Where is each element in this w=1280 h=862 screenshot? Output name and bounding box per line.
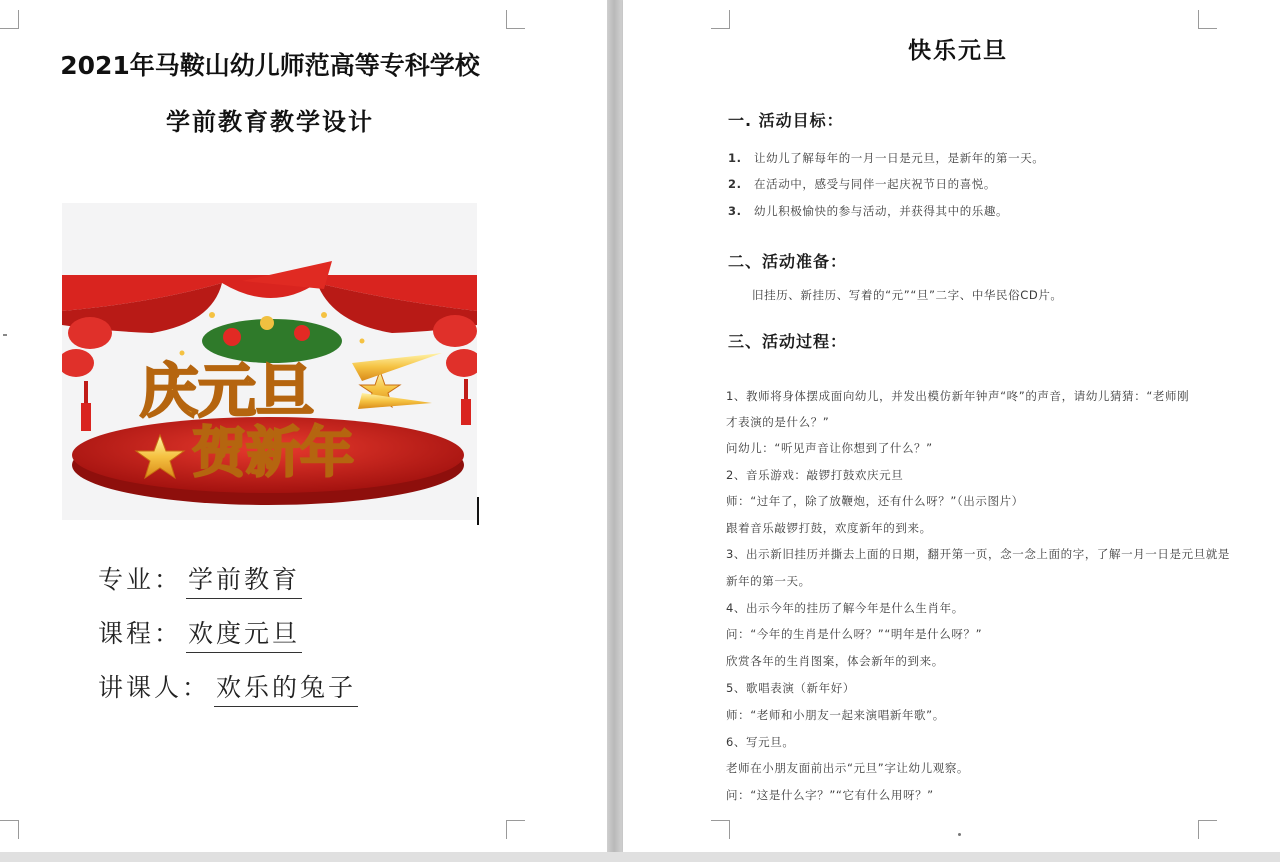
section-heading-goals: 一. 活动目标： <box>728 111 844 130</box>
list-item: 问：“今年的生肖是什么呀？”“明年是什么呀？” <box>726 627 983 641</box>
info-label: 讲课人： <box>98 673 211 702</box>
info-value: 欢乐的兔子 <box>214 668 358 707</box>
new-year-banner-image <box>62 203 477 520</box>
crop-mark <box>0 10 19 29</box>
crop-mark <box>506 820 525 839</box>
list-item: 欣赏各年的生肖图案，体会新年的到来。 <box>726 654 944 668</box>
list-item: 3. 幼儿积极愉快的参与活动，并获得其中的乐趣。 <box>728 204 1009 218</box>
info-row-course <box>98 614 302 653</box>
crop-mark <box>1198 10 1217 29</box>
document-page-right <box>623 0 1280 852</box>
list-item: 1. 让幼儿了解每年的一月一日是元旦，是新年的第一天。 <box>728 151 1045 165</box>
list-item: 2. 在活动中，感受与同伴一起庆祝节日的喜悦。 <box>728 177 996 191</box>
list-item: 1、教师将身体摆成面向幼儿，并发出模仿新年钟声“咚”的声音，请幼儿猜猜：“老师刚 <box>726 389 1190 403</box>
banner-line2: 贺新年 <box>192 421 354 484</box>
list-item: 新年的第一天。 <box>726 574 811 588</box>
list-item: 问：“这是什么字？”“它有什么用呀？” <box>726 788 934 802</box>
list-item: 跟着音乐敲锣打鼓，欢度新年的到来。 <box>726 521 932 535</box>
list-item: 问幼儿：“听见声音让你想到了什么？” <box>726 441 933 455</box>
list-item: 师：“老师和小朋友一起来演唱新年歌”。 <box>726 708 945 722</box>
banner-illustration <box>62 203 477 520</box>
info-label: 专业： <box>98 565 183 594</box>
list-item: 师：“过年了，除了放鞭炮，还有什么呀？”（出示图片） <box>726 494 1024 508</box>
info-value: 欢度元旦 <box>186 614 302 653</box>
document-page-left <box>0 0 607 852</box>
info-label: 课程： <box>98 619 183 648</box>
crop-mark <box>0 820 19 839</box>
banner-line1: 庆元旦 <box>140 357 315 425</box>
crop-mark <box>711 10 730 29</box>
workspace-strip <box>0 852 1280 862</box>
crop-mark <box>1198 820 1217 839</box>
text-cursor <box>477 497 479 525</box>
list-item: 5、歌唱表演（新年好） <box>726 681 855 695</box>
page-gutter <box>607 0 623 862</box>
document-title: 快乐元旦 <box>908 38 1008 64</box>
info-value: 学前教育 <box>186 560 302 599</box>
list-item: 4、出示今年的挂历了解今年是什么生肖年。 <box>726 601 964 615</box>
info-row-major <box>98 560 302 599</box>
list-item: 3、出示新旧挂历并撕去上面的日期，翻开第一页，念一念上面的字，了解一月一日是元旦就是 <box>726 547 1231 561</box>
list-item: 2、音乐游戏：敲锣打鼓欢庆元旦 <box>726 468 904 482</box>
list-item: 老师在小朋友面前出示“元旦”字让幼儿观察。 <box>726 761 970 775</box>
section-heading-preparation: 二、活动准备： <box>728 252 848 271</box>
page-number-mark <box>958 833 961 836</box>
design-title: 学前教育教学设计 <box>166 108 374 136</box>
school-title: 2021年马鞍山幼儿师范高等专科学校 <box>60 51 480 80</box>
crop-mark <box>506 10 525 29</box>
list-item: 旧挂历、新挂历、写着的“元”“旦”二字、中华民俗CD片。 <box>752 288 1063 302</box>
list-item: 6、写元旦。 <box>726 735 795 749</box>
info-row-lecturer <box>98 668 358 707</box>
section-heading-process: 三、活动过程： <box>728 332 848 351</box>
crop-mark <box>711 820 730 839</box>
margin-tick <box>3 334 7 336</box>
list-item: 才表演的是什么？” <box>726 415 830 429</box>
page-header-ghost <box>270 0 500 6</box>
